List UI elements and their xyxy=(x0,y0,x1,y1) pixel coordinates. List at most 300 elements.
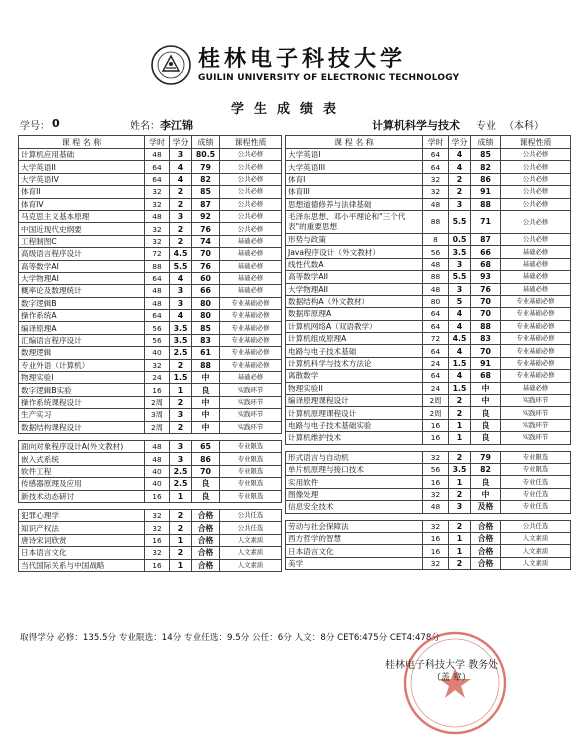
course-hours: 48 xyxy=(145,297,170,309)
course-type: 专业基础必修 xyxy=(501,345,571,357)
course-name: 大学英语III xyxy=(286,161,423,173)
course-type: 基础必修 xyxy=(220,285,282,297)
course-type: 专业任选 xyxy=(501,501,571,513)
course-type: 人文素质 xyxy=(501,532,571,544)
course-name: 信息安全技术 xyxy=(286,501,423,513)
course-name: 劳动与社会保障法 xyxy=(286,520,423,532)
course-hours: 64 xyxy=(423,320,449,332)
course-name: 高级语言程序设计 xyxy=(19,248,145,260)
course-score: 70 xyxy=(471,308,501,320)
table-row xyxy=(19,334,282,346)
course-type: 人文素质 xyxy=(220,547,282,559)
course-credits: 2 xyxy=(449,173,471,185)
course-type: 基础必修 xyxy=(501,258,571,270)
column-header: 课程性质 xyxy=(501,136,571,149)
course-name: 美学 xyxy=(286,557,423,569)
course-hours: 64 xyxy=(145,310,170,322)
student-info-row xyxy=(20,117,570,131)
course-type: 专业基础必修 xyxy=(501,320,571,332)
course-type: 实践环节 xyxy=(501,432,571,444)
student-id-value: 0 xyxy=(52,117,60,130)
table-row xyxy=(19,161,282,173)
table-row xyxy=(19,285,282,297)
course-name: 毛泽东思想、邓小平理论和"三个代表"的重要思想 xyxy=(286,210,423,233)
course-name: 生产实习 xyxy=(19,409,145,421)
course-hours: 88 xyxy=(423,210,449,233)
course-name: 单片机原理与接口技术 xyxy=(286,463,423,475)
section-gap xyxy=(19,502,282,509)
course-hours: 32 xyxy=(423,520,449,532)
course-credits: 2 xyxy=(170,186,192,198)
column-header: 学分 xyxy=(449,136,471,149)
table-row xyxy=(286,333,571,345)
course-name: 知识产权法 xyxy=(19,522,145,534)
course-type: 专业基础必修 xyxy=(501,333,571,345)
course-credits: 2.5 xyxy=(170,465,192,477)
course-score: 中 xyxy=(192,372,220,384)
course-score: 68 xyxy=(471,258,501,270)
table-row xyxy=(19,547,282,559)
course-type: 基础必修 xyxy=(220,235,282,247)
table-row xyxy=(286,233,571,245)
course-credits: 3.5 xyxy=(449,246,471,258)
table-row xyxy=(19,322,282,334)
course-hours: 8 xyxy=(423,233,449,245)
course-credits: 4.5 xyxy=(449,333,471,345)
course-score: 71 xyxy=(471,210,501,233)
course-name: 体育I xyxy=(286,173,423,185)
course-name: 大学物理AI xyxy=(19,272,145,284)
course-type: 公共必修 xyxy=(220,149,282,161)
course-credits: 5.5 xyxy=(449,271,471,283)
course-credits: 3 xyxy=(449,198,471,210)
table-row xyxy=(286,271,571,283)
table-row xyxy=(19,421,282,433)
course-name: 当代国际关系与中国战略 xyxy=(19,559,145,571)
course-hours: 24 xyxy=(145,372,170,384)
student-level: （本科） xyxy=(504,121,544,132)
course-credits: 2 xyxy=(170,421,192,433)
course-hours: 16 xyxy=(145,384,170,396)
table-row xyxy=(286,451,571,463)
table-header-row xyxy=(19,136,282,149)
course-score: 良 xyxy=(471,432,501,444)
course-score: 92 xyxy=(192,210,220,222)
course-credits: 2.5 xyxy=(170,478,192,490)
course-credits: 1 xyxy=(449,532,471,544)
course-name: Java程序设计（外文教材） xyxy=(286,246,423,258)
course-type: 专业限选 xyxy=(220,490,282,502)
course-credits: 4 xyxy=(449,161,471,173)
course-hours: 64 xyxy=(423,308,449,320)
course-hours: 48 xyxy=(423,198,449,210)
course-score: 86 xyxy=(471,173,501,185)
course-hours: 48 xyxy=(423,283,449,295)
course-score: 良 xyxy=(471,476,501,488)
table-header-row xyxy=(286,136,571,149)
course-type: 基础必修 xyxy=(501,382,571,394)
course-type: 基础必修 xyxy=(220,260,282,272)
table-row xyxy=(286,173,571,185)
course-hours: 32 xyxy=(423,488,449,500)
student-major-suffix: 专业 xyxy=(476,121,496,132)
course-hours: 40 xyxy=(145,347,170,359)
course-type: 人文素质 xyxy=(220,534,282,546)
course-credits: 2 xyxy=(449,557,471,569)
course-credits: 4 xyxy=(449,320,471,332)
course-name: 唐诗宋词欣赏 xyxy=(19,534,145,546)
course-type: 实践环节 xyxy=(501,395,571,407)
course-score: 86 xyxy=(192,453,220,465)
table-row xyxy=(286,463,571,475)
course-name: 大学英语I xyxy=(286,149,423,161)
course-name: 体育II xyxy=(19,186,145,198)
course-score: 76 xyxy=(192,223,220,235)
course-score: 良 xyxy=(192,490,220,502)
course-type: 公共必修 xyxy=(501,186,571,198)
document-title: 学生成绩表 xyxy=(230,102,346,117)
course-credits: 4.5 xyxy=(170,248,192,260)
course-name: 工程制图C xyxy=(19,235,145,247)
course-score: 82 xyxy=(471,463,501,475)
table-row xyxy=(19,559,282,571)
course-type: 公共必修 xyxy=(501,161,571,173)
course-type: 专业限选 xyxy=(220,453,282,465)
course-credits: 3 xyxy=(449,501,471,513)
course-score: 85 xyxy=(192,186,220,198)
column-header: 课程性质 xyxy=(220,136,282,149)
course-type: 基础必修 xyxy=(501,271,571,283)
course-name: 线性代数A xyxy=(286,258,423,270)
course-credits: 4 xyxy=(449,308,471,320)
course-type: 专业基础必修 xyxy=(220,310,282,322)
table-row xyxy=(19,198,282,210)
course-credits: 2 xyxy=(449,520,471,532)
column-header: 学时 xyxy=(145,136,170,149)
course-name: 传感器原理及应用 xyxy=(19,478,145,490)
course-hours: 64 xyxy=(145,173,170,185)
table-row xyxy=(19,186,282,198)
table-row xyxy=(19,372,282,384)
table-row xyxy=(286,258,571,270)
table-row xyxy=(286,308,571,320)
course-hours: 2周 xyxy=(145,396,170,408)
table-row xyxy=(286,295,571,307)
course-type: 公共必修 xyxy=(501,233,571,245)
course-name: 电路与电子技术基础实验 xyxy=(286,419,423,431)
course-hours: 56 xyxy=(423,246,449,258)
course-hours: 32 xyxy=(145,509,170,521)
course-hours: 32 xyxy=(145,359,170,371)
course-credits: 2 xyxy=(170,198,192,210)
table-row xyxy=(19,440,282,452)
course-name: 日本语言文化 xyxy=(19,547,145,559)
course-score: 中 xyxy=(192,409,220,421)
course-score: 80.5 xyxy=(192,149,220,161)
course-credits: 2 xyxy=(170,509,192,521)
course-name: 软件工程 xyxy=(19,465,145,477)
course-credits: 2 xyxy=(170,396,192,408)
course-hours: 32 xyxy=(145,223,170,235)
course-score: 良 xyxy=(192,478,220,490)
course-type: 公共任选 xyxy=(501,520,571,532)
course-hours: 32 xyxy=(423,557,449,569)
table-row xyxy=(19,478,282,490)
course-hours: 24 xyxy=(423,382,449,394)
course-hours: 72 xyxy=(423,333,449,345)
table-row xyxy=(19,534,282,546)
course-type: 公共必修 xyxy=(220,223,282,235)
table-row xyxy=(19,384,282,396)
course-type: 实践环节 xyxy=(220,421,282,433)
course-name: 嵌入式系统 xyxy=(19,453,145,465)
official-seal-icon xyxy=(400,628,510,738)
course-score: 88 xyxy=(192,359,220,371)
course-score: 82 xyxy=(192,173,220,185)
course-name: 中国近现代史纲要 xyxy=(19,223,145,235)
course-score: 合格 xyxy=(471,545,501,557)
grades-table-right xyxy=(285,135,571,570)
course-name: 数据库原理A xyxy=(286,308,423,320)
table-row xyxy=(286,476,571,488)
course-hours: 48 xyxy=(145,149,170,161)
course-credits: 2 xyxy=(449,395,471,407)
course-credits: 4 xyxy=(170,272,192,284)
course-type: 专业基础必修 xyxy=(501,370,571,382)
table-row xyxy=(19,453,282,465)
course-credits: 2 xyxy=(449,451,471,463)
table-row xyxy=(19,490,282,502)
course-credits: 1 xyxy=(170,534,192,546)
course-score: 79 xyxy=(471,451,501,463)
course-hours: 32 xyxy=(145,522,170,534)
course-score: 合格 xyxy=(471,520,501,532)
course-score: 60 xyxy=(192,272,220,284)
table-row xyxy=(286,501,571,513)
course-credits: 2 xyxy=(170,522,192,534)
course-score: 61 xyxy=(192,347,220,359)
course-credits: 1 xyxy=(449,545,471,557)
course-name: 图像处理 xyxy=(286,488,423,500)
course-score: 68 xyxy=(471,370,501,382)
course-type: 专业基础必修 xyxy=(501,295,571,307)
course-type: 实践环节 xyxy=(501,419,571,431)
course-hours: 48 xyxy=(423,501,449,513)
course-credits: 0.5 xyxy=(449,233,471,245)
course-type: 公共必修 xyxy=(501,149,571,161)
course-score: 80 xyxy=(192,297,220,309)
course-name: 物理实验I xyxy=(19,372,145,384)
course-hours: 3周 xyxy=(145,409,170,421)
course-score: 70 xyxy=(192,248,220,260)
column-header: 成绩 xyxy=(471,136,501,149)
course-credits: 2 xyxy=(170,223,192,235)
course-score: 合格 xyxy=(192,509,220,521)
course-credits: 4 xyxy=(170,310,192,322)
table-row xyxy=(286,395,571,407)
course-type: 基础必修 xyxy=(220,272,282,284)
table-row xyxy=(286,488,571,500)
course-hours: 32 xyxy=(423,451,449,463)
section-gap xyxy=(19,433,282,440)
course-score: 80 xyxy=(192,310,220,322)
course-hours: 64 xyxy=(423,370,449,382)
course-name: 犯罪心理学 xyxy=(19,509,145,521)
course-hours: 16 xyxy=(423,432,449,444)
course-type: 公共必修 xyxy=(501,173,571,185)
course-score: 中 xyxy=(192,396,220,408)
course-hours: 32 xyxy=(145,235,170,247)
table-row xyxy=(19,223,282,235)
course-name: 思想道德修养与法律基础 xyxy=(286,198,423,210)
course-name: 计算机维护技术 xyxy=(286,432,423,444)
course-hours: 48 xyxy=(145,453,170,465)
course-credits: 1 xyxy=(449,432,471,444)
course-score: 合格 xyxy=(192,559,220,571)
course-credits: 2 xyxy=(449,407,471,419)
course-type: 实践环节 xyxy=(501,407,571,419)
course-name: 计算机组成原理A xyxy=(286,333,423,345)
course-type: 专业基础必修 xyxy=(501,308,571,320)
course-score: 中 xyxy=(471,382,501,394)
course-hours: 16 xyxy=(423,476,449,488)
course-type: 基础必修 xyxy=(220,248,282,260)
course-name: 体育IV xyxy=(19,198,145,210)
seal-label: （盖 章） xyxy=(432,673,471,683)
course-credits: 1 xyxy=(170,559,192,571)
course-type: 专业限选 xyxy=(501,451,571,463)
course-score: 良 xyxy=(471,419,501,431)
table-row xyxy=(286,345,571,357)
course-credits: 3 xyxy=(170,453,192,465)
course-type: 基础必修 xyxy=(220,372,282,384)
course-hours: 32 xyxy=(145,186,170,198)
course-type: 公共必修 xyxy=(501,198,571,210)
course-credits: 5 xyxy=(449,295,471,307)
course-credits: 1 xyxy=(170,384,192,396)
table-row xyxy=(286,210,571,233)
course-type: 公共任选 xyxy=(220,522,282,534)
course-name: 数据结构课程设计 xyxy=(19,421,145,433)
course-score: 87 xyxy=(471,233,501,245)
course-hours: 40 xyxy=(145,465,170,477)
course-type: 人文素质 xyxy=(220,559,282,571)
course-hours: 16 xyxy=(145,559,170,571)
course-credits: 4 xyxy=(170,173,192,185)
course-score: 70 xyxy=(471,345,501,357)
course-name: 形势与政策 xyxy=(286,233,423,245)
course-credits: 4 xyxy=(449,345,471,357)
table-row xyxy=(286,520,571,532)
student-id-label: 学号： xyxy=(20,121,50,132)
course-type: 专业基础必修 xyxy=(220,322,282,334)
course-type: 专业基础必修 xyxy=(220,297,282,309)
course-credits: 3 xyxy=(170,149,192,161)
course-name: 高等数学AI xyxy=(19,260,145,272)
course-score: 83 xyxy=(192,334,220,346)
course-type: 专业任选 xyxy=(501,488,571,500)
course-score: 中 xyxy=(471,488,501,500)
course-credits: 3 xyxy=(170,409,192,421)
course-score: 中 xyxy=(192,421,220,433)
course-name: 概率论及数理统计 xyxy=(19,285,145,297)
course-name: 物理实验II xyxy=(286,382,423,394)
course-name: 专业外语（计算机） xyxy=(19,359,145,371)
table-row xyxy=(19,396,282,408)
table-row xyxy=(286,198,571,210)
course-hours: 48 xyxy=(145,440,170,452)
course-hours: 32 xyxy=(145,547,170,559)
course-credits: 3.5 xyxy=(170,334,192,346)
course-score: 合格 xyxy=(192,547,220,559)
course-hours: 16 xyxy=(145,490,170,502)
course-hours: 56 xyxy=(423,463,449,475)
course-credits: 1.5 xyxy=(170,372,192,384)
course-credits: 4 xyxy=(449,149,471,161)
course-hours: 40 xyxy=(145,478,170,490)
course-type: 专业限选 xyxy=(501,463,571,475)
course-credits: 3 xyxy=(170,440,192,452)
course-name: 编译原理课程设计 xyxy=(286,395,423,407)
course-credits: 3 xyxy=(170,285,192,297)
course-type: 专业基础必修 xyxy=(220,334,282,346)
course-hours: 72 xyxy=(145,248,170,260)
course-type: 公共必修 xyxy=(220,210,282,222)
course-credits: 2 xyxy=(449,186,471,198)
course-score: 70 xyxy=(471,295,501,307)
course-credits: 2 xyxy=(449,488,471,500)
course-type: 实践环节 xyxy=(220,396,282,408)
course-credits: 1 xyxy=(449,419,471,431)
course-name: 新技术动态研讨 xyxy=(19,490,145,502)
course-hours: 56 xyxy=(145,334,170,346)
course-name: 操作系统课程设计 xyxy=(19,396,145,408)
section-gap xyxy=(286,513,571,520)
course-type: 专业基础必修 xyxy=(220,359,282,371)
course-hours: 32 xyxy=(145,198,170,210)
course-score: 88 xyxy=(471,198,501,210)
course-credits: 2 xyxy=(170,235,192,247)
course-hours: 48 xyxy=(145,285,170,297)
course-hours: 88 xyxy=(145,260,170,272)
course-name: 体育III xyxy=(286,186,423,198)
section-gap xyxy=(286,444,571,451)
table-row xyxy=(19,173,282,185)
course-type: 专业限选 xyxy=(220,465,282,477)
course-credits: 1.5 xyxy=(449,382,471,394)
course-score: 93 xyxy=(471,271,501,283)
course-score: 82 xyxy=(471,161,501,173)
table-row xyxy=(19,522,282,534)
column-header: 学时 xyxy=(423,136,449,149)
table-row xyxy=(19,347,282,359)
course-hours: 64 xyxy=(145,272,170,284)
course-type: 公共必修 xyxy=(501,210,571,233)
course-name: 大学英语IV xyxy=(19,173,145,185)
course-score: 良 xyxy=(192,384,220,396)
table-row xyxy=(19,248,282,260)
course-name: 计算机网络A（双语教学） xyxy=(286,320,423,332)
column-header: 课 程 名 称 xyxy=(286,136,423,149)
course-credits: 3 xyxy=(170,210,192,222)
course-credits: 1 xyxy=(170,490,192,502)
course-name: 数字逻辑B xyxy=(19,297,145,309)
course-score: 74 xyxy=(192,235,220,247)
course-credits: 4 xyxy=(449,370,471,382)
table-row xyxy=(286,246,571,258)
course-name: 高等数学AII xyxy=(286,271,423,283)
course-hours: 16 xyxy=(423,545,449,557)
